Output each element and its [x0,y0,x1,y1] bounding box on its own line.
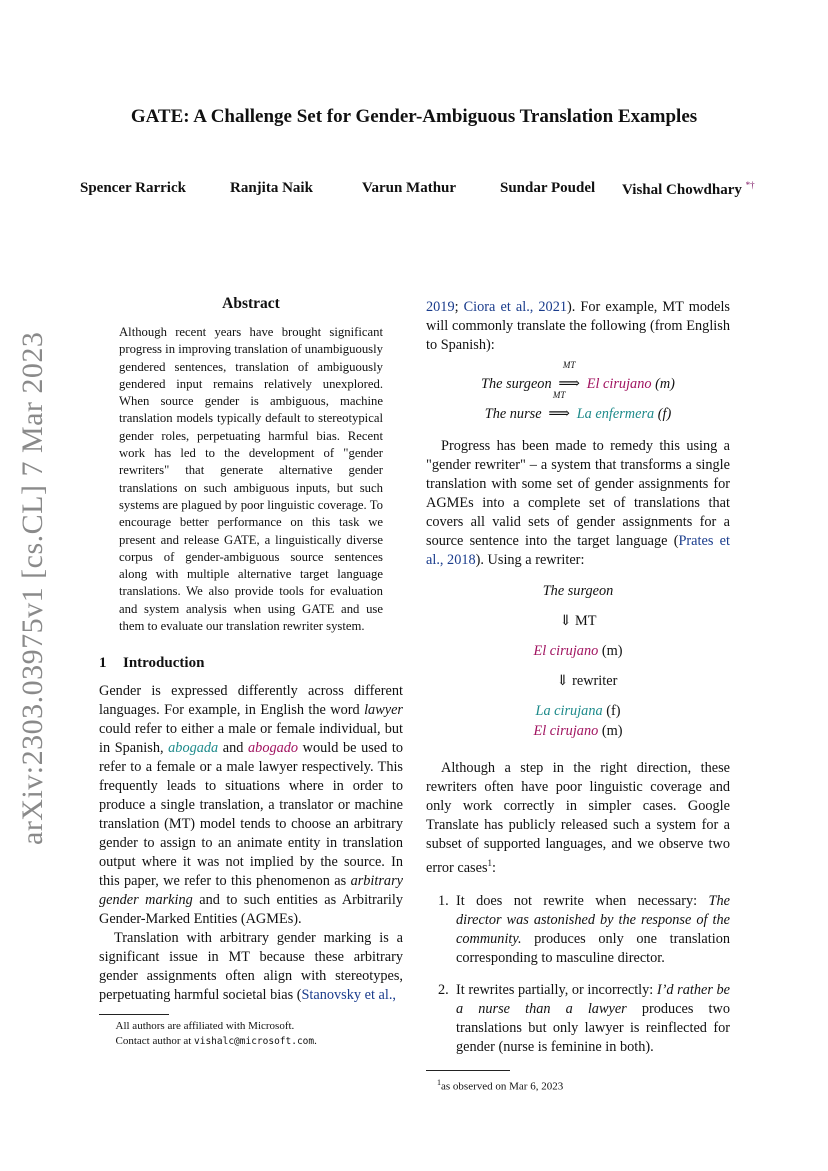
word-abogado: abogado [248,740,299,757]
author-1: Spencer Rarrick [80,180,186,196]
footnote-divider [99,1014,169,1015]
section-heading-introduction [99,655,403,672]
author-4: Sundar Poudel [500,180,596,196]
down-arrow-icon: ⇓ [556,673,569,689]
flow-output-feminine: La cirujana (f) [535,703,621,719]
flow-step-mt: ⇓ MT [559,613,597,629]
author-5: Vishal Chowdhary *† [622,180,755,198]
intro-paragraph-1: Gender is expressed differently across different languages. For example, in English the word lawyer could refer to either a male or female individual, but in Spanish, abogada and abogado would be used to refer to a female or a male lawyer respectively. This frequently leads to situations where in order to produce a single translation, a translator or machine translation (MT) model tends to choose an arbitrary gender to assign to an animate entity in translation output where it was not implied by the source. In this paper, we refer to this phenomenon as arbitrary gender marking and to such entities as Arbitrarily Gender-Marked Entities (AGMEs). [99,683,403,928]
paper-title: GATE: A Challenge Set for Gender-Ambiguous Translation Examples [130,106,698,127]
example-nurse: The nurse MT ⟹ La enfermera (f) [426,399,730,429]
flow-output-mt: El cirujano (m) [533,643,623,659]
citation-prates[interactable]: Prates et al., 2018 [426,533,730,568]
author-2: Ranjita Naik [230,180,313,196]
section-title: Introduction [123,655,205,672]
footnote-divider [426,1070,510,1071]
down-arrow-icon: ⇓ [559,613,572,629]
footnote-ref[interactable]: 1 [487,858,493,868]
right-column [426,298,730,1094]
citation-stanovsky-year[interactable]: 2019 [426,299,455,315]
error-cases-list [426,892,730,1057]
flow-step-rewriter: ⇓ rewriter [556,673,618,689]
rewriter-paragraph: Progress has been made to remedy this using a "gender rewriter" – a system that transforms a single translation with some set of gender assignments for AGMEs into a complete set of translations that covers all valid sets of gender assignments for a source sentence into the target language (Prates et al., 2018). Using a rewriter: [426,438,730,568]
mt-arrow-icon: MT ⟹ [548,390,570,422]
citation-ciora[interactable]: Ciora et al., 2021 [463,299,568,315]
intro-paragraph-2: Translation with arbitrary gender marking is a significant issue in MT because these arbitrary gender assignments often align with stereotypes, perpetuating harmful societal bias (Stanovsky et al., [99,930,403,1004]
footnote-affiliation: All authors are affiliated with Microsoft. [115,1020,295,1033]
example-surgeon: The surgeon MT ⟹ El cirujano (m) [426,369,730,399]
author-marks: *† [745,180,755,190]
error-cases-paragraph: Although a step in the right direction, these rewriters often have poor linguistic coverage and only work correctly in simpler cases. Google Translate has publicly released such a system for a subset of supported languages, and we observe two error cases$^1$: [426,760,730,876]
arxiv-stamp: arXiv:2303.03975v1 [cs.CL] 7 Mar 2023 [16,331,49,845]
footnote-contact: Contact author at vishalc@microsoft.com. [115,1035,317,1048]
citation-stanovsky[interactable]: Stanovsky et al., [301,987,396,1004]
left-column [99,295,403,1049]
word-abogada: abogada [168,740,219,757]
abstract-heading: Abstract [222,295,280,312]
author-3: Varun Mathur [362,180,457,196]
flow-source: The surgeon [542,583,614,599]
flow-output-masculine: El cirujano (m) [533,723,623,739]
footnote-observed: $^1$as observed on Mar 6, 2023 [437,1077,564,1093]
error-case-1: 1. It does not rewrite when necessary: The director was astonished by the response of the community. produces only one translation corresponding to masculine director. [438,892,730,966]
continued-paragraph: 2019; Ciora et al., 2021). For example, MT models will commonly translate the following (from English to Spanish): [426,299,730,353]
term-arbitrary-gender-marking: arbitrary gender marking [99,873,403,909]
rewriter-flow-diagram [426,576,730,741]
word-lawyer: lawyer [364,702,403,719]
error-case-2: 2. It rewrites partially, or incorrectly: I’d rather be a nurse than a lawyer produces two translations but only lawyer is reinflected for gender (nurse is feminine in both). [438,981,730,1055]
abstract-text: Although recent years have brought significant progress in improving translation of unambiguously gendered sentences, translation of ambiguously gendered input remains relatively unexplored. When source gender is ambiguous, machine translation models typically default to stereotypical gender roles, perpetuating harmful bias. Recent work has led to the development of "gender rewriters" that generate alternative gender translations on such ambiguous inputs, but such systems are plagued by poor linguistic coverage. To encourage better performance on this task we present and release GATE, a linguistically diverse corpus of gender-ambiguous source sentences along with multiple alternative target language translations. We also provide tools for evaluation and system analysis when using GATE and use them to evaluate our translation rewriter system. [119,325,383,634]
section-number: 1 [99,655,107,672]
mt-arrow-icon: MT ⟹ [558,360,580,392]
contact-email[interactable]: vishalc@microsoft.com [194,1036,315,1048]
